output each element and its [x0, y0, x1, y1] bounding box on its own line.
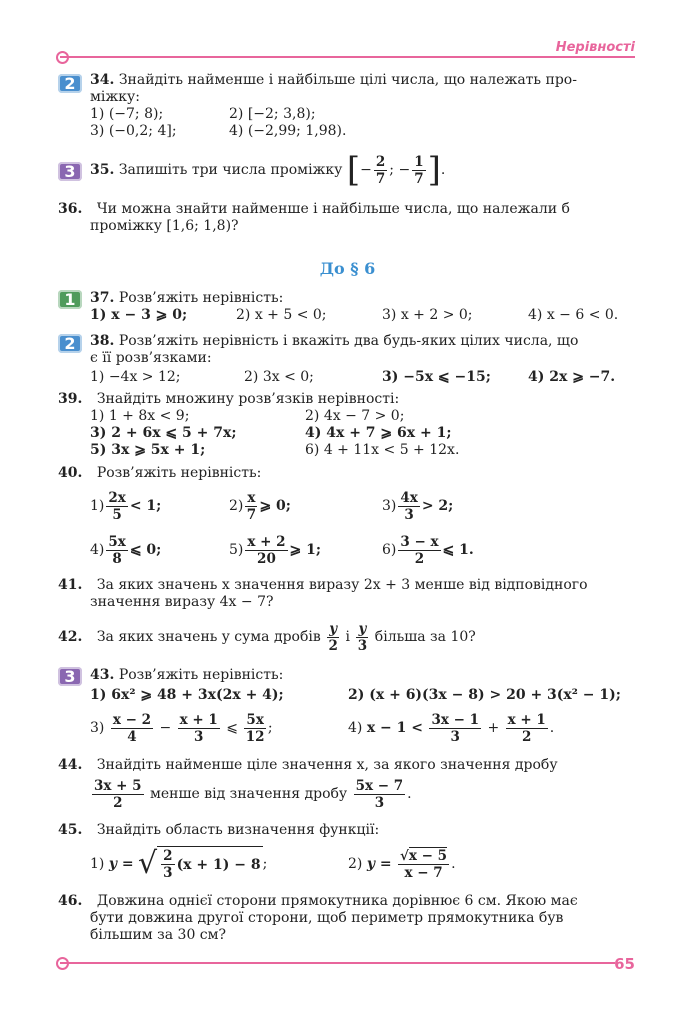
option: 1) (−7; 8);	[90, 106, 164, 122]
problem-43	[90, 667, 283, 684]
problem-text: За яких значень x значення виразу 2x + 3 менше від відповідного	[96, 577, 588, 593]
problem-39	[58, 391, 399, 408]
problem-45	[58, 822, 379, 839]
option-45-1: 1) y = √ $\frac{2}{3}$ (x + 1) − 8 ;	[90, 841, 267, 887]
fraction: $\frac{5x}{12}$	[245, 711, 265, 745]
fraction: $\frac{x + 2}{20}$	[247, 533, 286, 567]
option-40-1: 1) $\frac{2x}{5}$ < 1;	[90, 489, 162, 523]
fraction: $\frac{2}{7}$	[375, 153, 386, 187]
problem-number: 42.	[58, 629, 83, 645]
problem-text: Знайдіть найменше ціле значення x, за якого значення дробу	[96, 757, 558, 773]
option: 2) x + 5 < 0;	[236, 307, 327, 323]
fraction: $\frac{1}{7}$	[414, 153, 424, 187]
problem-34	[90, 72, 577, 89]
problem-42: 42. За яких значень y сума дробів $\frac{y}{2}$ і $\frac{y}{3}$ більша за 10?	[58, 620, 476, 654]
problem-text: Довжина однієї сторони прямокутника дорівнює 6 см. Якою має	[96, 893, 578, 909]
problem-text: Розв’яжіть нерівність:	[96, 465, 262, 481]
problem-number: 44.	[58, 757, 83, 773]
problem-number: 36.	[58, 201, 83, 217]
option: 4) 4x + 7 ⩾ 6x + 1;	[305, 425, 452, 441]
fraction: $\frac{4x}{3}$	[400, 489, 418, 523]
problem-number: 39.	[58, 391, 83, 407]
problem-text: Розв’яжіть нерівність:	[118, 290, 284, 306]
problem-44	[58, 757, 558, 774]
option: 4) x − 6 < 0.	[528, 307, 619, 323]
option-40-6: 6) $\frac{3 - x}{2}$ ⩽ 1.	[382, 533, 474, 567]
problem-text: Розв’яжіть нерівність:	[118, 667, 284, 683]
section-title: Нерівності	[555, 40, 635, 55]
option: 6) 4 + 11x < 5 + 12x.	[305, 442, 460, 458]
problem-44-line2: $\frac{3x + 5}{2}$ менше від значення дробу $\frac{5x - 7}{3}$ .	[94, 777, 412, 811]
fraction: $\frac{y}{2}$	[328, 620, 338, 654]
fraction: $\frac{5x}{8}$	[108, 533, 126, 567]
option: 3) 2 + 6x ⩽ 5 + 7x;	[90, 425, 237, 441]
option: 4) 2x ⩾ −7.	[528, 369, 616, 385]
problem-number: 40.	[58, 465, 83, 481]
problem-38	[90, 333, 578, 350]
problem-37	[90, 290, 283, 307]
option: 2) (x + 6)(3x − 8) > 20 + 3(x² − 1);	[348, 687, 621, 703]
fraction: $\frac{x + 1}{3}$	[179, 711, 218, 745]
option-40-5: 5) $\frac{x + 2}{20}$ ⩾ 1;	[229, 533, 322, 567]
problem-number: 37.	[90, 290, 115, 306]
problem-number: 41.	[58, 577, 83, 593]
problem-text: Чи можна знайти найменше і найбільше числа, що належали б	[96, 201, 570, 217]
problem-35: 35. Запишіть три числа проміжку [− $\frac{2}{7}$ ; − $\frac{1}{7}$ ].	[90, 150, 446, 190]
fraction: $\frac{5x - 7}{3}$	[355, 777, 404, 811]
problem-text: значення виразу 4x − 7?	[90, 594, 274, 610]
level-badge-1: 1	[58, 290, 82, 309]
problem-number: 35.	[90, 162, 115, 178]
problem-number: 34.	[90, 72, 115, 88]
fraction: $\frac{2x}{5}$	[108, 489, 126, 523]
problem-text: проміжку [1,6; 1,8)?	[90, 218, 239, 234]
option: 2) 3x < 0;	[244, 369, 314, 385]
option: 2) 4x − 7 > 0;	[305, 408, 405, 424]
problem-36	[58, 201, 570, 218]
problem-number: 45.	[58, 822, 83, 838]
fraction: $\frac{y}{3}$	[357, 620, 368, 654]
problem-40	[58, 465, 261, 482]
option: 1) 1 + 8x < 9;	[90, 408, 190, 424]
fraction: $\frac{√x - 5}{x - 7}$	[400, 847, 448, 881]
option: 3) (−0,2; 4];	[90, 123, 177, 139]
sqrt-icon: √	[138, 846, 158, 881]
option: 1) x − 3 ⩾ 0;	[90, 307, 188, 323]
option: 3) x + 2 > 0;	[382, 307, 473, 323]
option: 2) [−2; 3,8);	[229, 106, 316, 122]
problem-text: є її розв’язками:	[90, 350, 212, 366]
level-badge-3: 3	[58, 667, 82, 686]
fraction: $\frac{3x - 1}{3}$	[431, 711, 479, 745]
fraction: $\frac{x - 2}{4}$	[112, 711, 151, 745]
section-heading: До § 6	[319, 259, 376, 278]
level-badge-2: 2	[58, 334, 82, 353]
option: 3) −5x ⩽ −15;	[382, 369, 491, 385]
problem-text: Запишіть три числа проміжку	[118, 162, 343, 178]
page-number: 65	[614, 955, 635, 973]
problem-text: Знайдіть множину розв’язків нерівності:	[96, 391, 400, 407]
problem-text: Знайдіть область визначення функції:	[96, 822, 380, 838]
option-40-2: 2) $\frac{x}{7}$ ⩾ 0;	[229, 489, 291, 523]
problem-41	[58, 577, 588, 594]
problem-text: більшим за 30 см?	[90, 927, 227, 943]
level-badge-2: 2	[58, 74, 82, 93]
problem-46	[58, 893, 578, 910]
problem-text: Розв’яжіть нерівність і вкажіть два будь-яких цілих числа, що	[118, 333, 579, 349]
fraction: $\frac{3 - x}{2}$	[400, 533, 439, 567]
option: 1) 6x² ⩾ 48 + 3x(2x + 4);	[90, 687, 284, 703]
option: 4) (−2,99; 1,98).	[229, 123, 347, 139]
problem-number: 38.	[90, 333, 115, 349]
option: 1) −4x > 12;	[90, 369, 181, 385]
option-40-3: 3) $\frac{4x}{3}$ > 2;	[382, 489, 454, 523]
header-rule	[60, 56, 635, 58]
problem-text: міжку:	[90, 89, 140, 105]
sqrt-icon: √	[400, 847, 409, 864]
bracket-right: ]	[427, 150, 441, 190]
fraction: $\frac{2}{3}$	[163, 848, 173, 881]
problem-text: бути довжина другої сторони, щоб периметр прямокутника був	[90, 910, 564, 926]
option-43-3: 3) $\frac{x - 2}{4}$ − $\frac{x + 1}{3}$ ⩽ $\frac{5x}{12}$ ;	[90, 711, 273, 745]
footer-rule	[60, 962, 615, 964]
fraction: $\frac{x + 1}{2}$	[507, 711, 546, 745]
problem-text: Знайдіть найменше і найбільше цілі числа, що належать про-	[118, 72, 577, 88]
problem-number: 46.	[58, 893, 83, 909]
fraction: $\frac{3x + 5}{2}$	[94, 777, 142, 811]
level-badge-3: 3	[58, 162, 82, 181]
problem-text: За яких значень y сума дробів	[96, 629, 321, 645]
problem-number: 43.	[90, 667, 115, 683]
bracket-left: [	[346, 150, 361, 190]
fraction: $\frac{x}{7}$	[246, 489, 257, 523]
option: 5) 3x ⩾ 5x + 1;	[90, 442, 206, 458]
option-45-2: 2) y = $\frac{√x - 5}{x - 7}$ .	[348, 847, 456, 881]
option-43-4: 4) x − 1 < $\frac{3x - 1}{3}$ + $\frac{x + 1}{2}$ .	[348, 711, 555, 745]
option-40-4: 4) $\frac{5x}{8}$ ⩽ 0;	[90, 533, 162, 567]
